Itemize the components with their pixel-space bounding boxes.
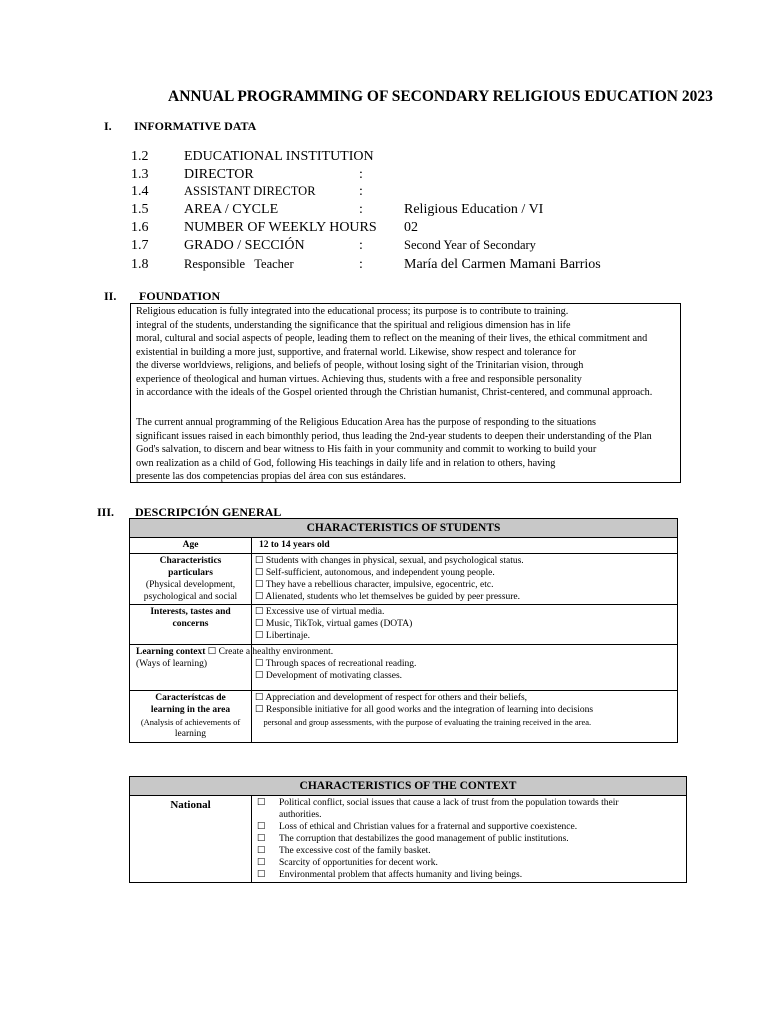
context-item-text: Political conflict, social issues that cause a lack of trust from the population towards their	[279, 798, 619, 808]
row-label-age: Age	[130, 538, 252, 554]
section-2-number: II.	[104, 289, 117, 303]
info-num: 1.5	[131, 202, 149, 217]
info-colon: :	[359, 257, 363, 272]
checkbox-icon: ☐	[257, 858, 266, 868]
info-colon: :	[359, 184, 363, 199]
info-label: ASSISTANT DIRECTOR	[184, 184, 316, 198]
context-item-text: authorities.	[279, 810, 322, 820]
students-table	[129, 518, 678, 743]
info-num: 1.8	[131, 257, 149, 272]
info-row	[0, 202, 768, 220]
foundation-line: existential in building a more just, supportive, and fraternal world. Likewise, show respect and tolerance for	[136, 346, 576, 358]
context-item	[257, 821, 683, 833]
foundation-line: moral, cultural and social aspects of people, leading them to reflect on the meaning of their lives, the ethical commitment and	[136, 333, 648, 344]
foundation-line: significant issues raised in each bimonthly period, thus leading the 2nd-year students to deepen their understanding of the Plan	[136, 430, 652, 442]
context-item-text: Environmental problem that affects humanity and living beings.	[279, 870, 523, 880]
context-item-text: The corruption that destabilizes the good management of public institutions.	[279, 834, 569, 844]
row-label-characteristics: Characteristics particulars (Physical development, psychological and social	[130, 554, 252, 605]
section-3-number: III.	[97, 505, 115, 519]
row-content-characteristics: ☐ Students with changes in physical, sexual, and psychological status. ☐ Self-sufficient, autonomous, and independent young people. ☐ They have a rebellious character, impulsive, egocentric, etc. ☐ Alienated, students who let themselves be guided by peer pressure.	[252, 554, 678, 605]
foundation-line: presente las dos competencias propias del área con sus estándares.	[136, 471, 406, 482]
table-row	[130, 554, 678, 605]
context-item	[257, 857, 683, 869]
checkbox-icon: ☐	[257, 846, 266, 856]
context-table-header: CHARACTERISTICS OF THE CONTEXT	[130, 777, 687, 796]
row-content-learning-area: ☐ Appreciation and development of respect for others and their beliefs, ☐ Responsible initiative for all good works and the integration of learning into decisions personal and group assessments, with the purpose of evaluating the training received in the area.	[252, 691, 678, 743]
info-row	[0, 257, 768, 275]
info-row	[0, 220, 768, 238]
row-content-interests: ☐ Excessive use of virtual media. ☐ Music, TikTok, virtual games (DOTA) ☐ Libertinaje.	[252, 605, 678, 645]
section-1-number: I.	[104, 119, 112, 133]
foundation-line: in accordance with the ideals of the Gospel oriented through the Christian humanist, Christ-centered, and communal approach.	[136, 387, 653, 398]
info-value: 02	[404, 220, 418, 235]
foundation-line: experience of theological and human virtues. Achieving thus, students with a free and responsible personality	[136, 373, 582, 385]
info-num: 1.7	[131, 238, 149, 253]
info-label: Responsible Teacher	[184, 257, 294, 271]
table-row	[130, 645, 678, 691]
context-item	[257, 797, 683, 809]
checkbox-icon: ☐	[257, 798, 266, 808]
info-row	[0, 238, 768, 256]
row-label-learning-context: Learning context ☐ Create a healthy environment. (Ways of learning)	[130, 645, 252, 691]
foundation-line: the diverse worldviews, religions, and beliefs of people, without losing sight of the Trinitarian vision, through	[136, 360, 584, 371]
info-row	[0, 149, 768, 167]
info-label: DIRECTOR	[184, 167, 254, 182]
info-num: 1.6	[131, 220, 149, 235]
context-item-text: Scarcity of opportunities for decent work.	[279, 858, 438, 868]
context-item-text: Loss of ethical and Christian values for a fraternal and supportive coexistence.	[279, 822, 578, 832]
info-label: NUMBER OF WEEKLY HOURS	[184, 220, 377, 235]
table-row	[130, 605, 678, 645]
row-label-interests: Interests, tastes and concerns	[130, 605, 252, 645]
context-item	[257, 809, 683, 821]
checkbox-icon: ☐	[257, 834, 266, 844]
context-item	[257, 833, 683, 845]
info-row	[0, 167, 768, 185]
info-colon: :	[359, 238, 363, 253]
info-num: 1.2	[131, 149, 149, 164]
row-content-age: 12 to 14 years old	[252, 538, 678, 554]
table-row	[130, 538, 678, 554]
info-colon: :	[359, 202, 363, 217]
info-num: 1.4	[131, 184, 149, 199]
checkbox-icon: ☐	[257, 870, 266, 880]
context-items	[252, 796, 687, 883]
foundation-line: The current annual programming of the Religious Education Area has the purpose of responding to the situations	[136, 417, 597, 428]
context-label-national: National	[130, 796, 252, 883]
table-row	[130, 691, 678, 743]
context-item-text: The excessive cost of the family basket.	[279, 846, 431, 856]
foundation-line: own realization as a child of God, following His teachings in daily life and in relation to others, having	[136, 457, 556, 469]
context-table	[129, 776, 687, 883]
info-value: María del Carmen Mamani Barrios	[404, 257, 601, 272]
context-item	[257, 869, 683, 881]
info-colon: :	[359, 167, 363, 182]
info-num: 1.3	[131, 167, 149, 182]
section-1-heading: INFORMATIVE DATA	[134, 119, 257, 133]
info-value: Second Year of Secondary	[404, 238, 536, 252]
info-label: AREA / CYCLE	[184, 202, 279, 217]
section-3-heading: DESCRIPCIÓN GENERAL	[135, 505, 282, 519]
checkbox-icon: ☐	[257, 822, 266, 832]
info-label: EDUCATIONAL INSTITUTION	[184, 149, 374, 164]
document-title: ANNUAL PROGRAMMING OF SECONDARY RELIGIOUS EDUCATION 2023	[168, 88, 713, 105]
info-label: GRADO / SECCIÓN	[184, 238, 305, 253]
context-item	[257, 845, 683, 857]
info-row	[0, 184, 768, 202]
foundation-line: God's salvation, to discern and bear witness to His faith in your community and commit to working to build your	[136, 444, 597, 455]
foundation-line: integral of the students, understanding the significance that the spiritual and religious dimension has in life	[136, 319, 571, 331]
students-table-header: CHARACTERISTICS OF STUDENTS	[130, 519, 678, 538]
section-2-heading: FOUNDATION	[139, 289, 221, 303]
row-content-learning-context: ☐ Through spaces of recreational reading. ☐ Development of motivating classes.	[252, 645, 678, 691]
row-label-learning-area: Característcas de learning in the area (Analysis of achievements of learning	[130, 691, 252, 743]
info-value: Religious Education / VI	[404, 202, 544, 217]
table-row	[130, 796, 687, 883]
foundation-line: Religious education is fully integrated into the educational process; its purpose is to contribute to training.	[136, 306, 569, 317]
